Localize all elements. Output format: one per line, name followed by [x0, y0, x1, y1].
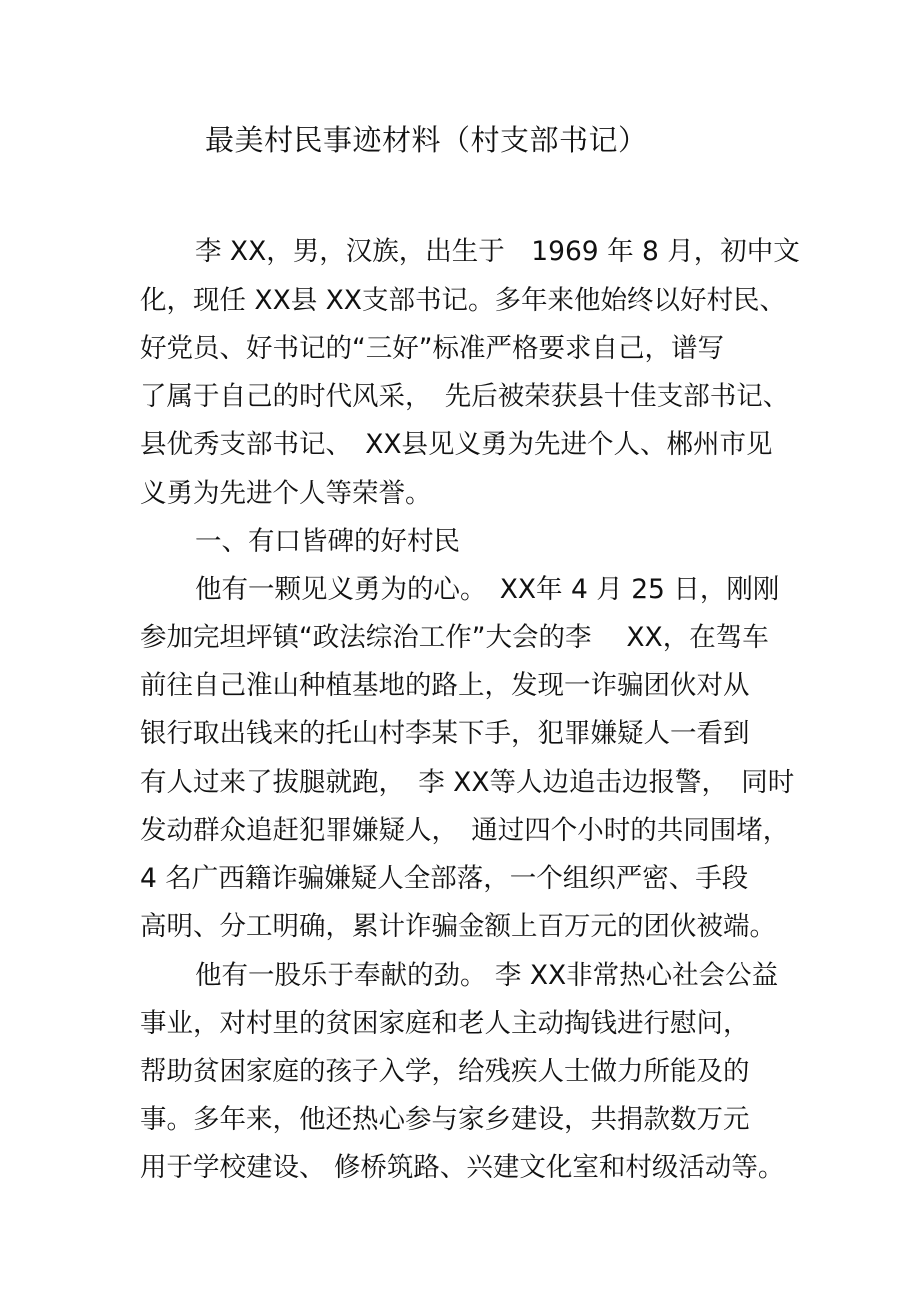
paragraph-line: 了属于自己的时代风采， 先后被荣获县十佳支部书记、 [140, 381, 790, 412]
paragraph-line: 县优秀支部书记、 XX县见义勇为先进个人、郴州市见 [140, 429, 773, 460]
document-title: 最美村民事迹材料（村支部书记） [205, 123, 648, 157]
paragraph-line: 有人过来了拔腿就跑， 李 XX等人边追击边报警， 同时 [140, 767, 795, 798]
paragraph-line: 他有一股乐于奉献的劲。 李 XX非常热心社会公益 [195, 960, 779, 991]
paragraph-line: 义勇为先进个人等荣誉。 [140, 478, 432, 509]
paragraph-line: 银行取出钱来的托山村李某下手，犯罪嫌疑人一看到 [140, 718, 750, 749]
paragraph-line: 参加完坦坪镇“政法综治工作”大会的李 XX，在驾车 [140, 622, 769, 653]
paragraph-line: 李 XX，男，汉族，出生于 1969 年 8 月，初中文 [195, 236, 800, 267]
section-heading: 一、有口皆碑的好村民 [195, 526, 460, 557]
paragraph-line: 用于学校建设、 修桥筑路、兴建文化室和村级活动等。 [140, 1152, 785, 1183]
paragraph-line: 高明、分工明确，累计诈骗金额上百万元的团伙被端。 [140, 911, 776, 942]
paragraph-line: 化，现任 XX县 XX支部书记。多年来他始终以好村民、 [140, 285, 786, 316]
paragraph-line: 事。多年来，他还热心参与家乡建设，共捐款数万元 [140, 1104, 750, 1135]
paragraph-line: 好党员、好书记的“三好”标准严格要求自己，谱写 [140, 333, 724, 364]
paragraph-line: 帮助贫困家庭的孩子入学，给残疾人士做力所能及的 [140, 1056, 750, 1087]
paragraph-line: 前往自己淮山种植基地的路上，发现一诈骗团伙对从 [140, 670, 750, 701]
paragraph-line: 他有一颗见义勇为的心。 XX年 4 月 25 日，刚刚 [195, 574, 780, 605]
paragraph-line: 事业，对村里的贫困家庭和老人主动掏钱进行慰问， [140, 1008, 750, 1039]
paragraph-line: 4 名广西籍诈骗嫌疑人全部落，一个组织严密、手段 [140, 863, 749, 894]
paragraph-line: 发动群众追赶犯罪嫌疑人， 通过四个小时的共同围堵， [140, 815, 790, 846]
